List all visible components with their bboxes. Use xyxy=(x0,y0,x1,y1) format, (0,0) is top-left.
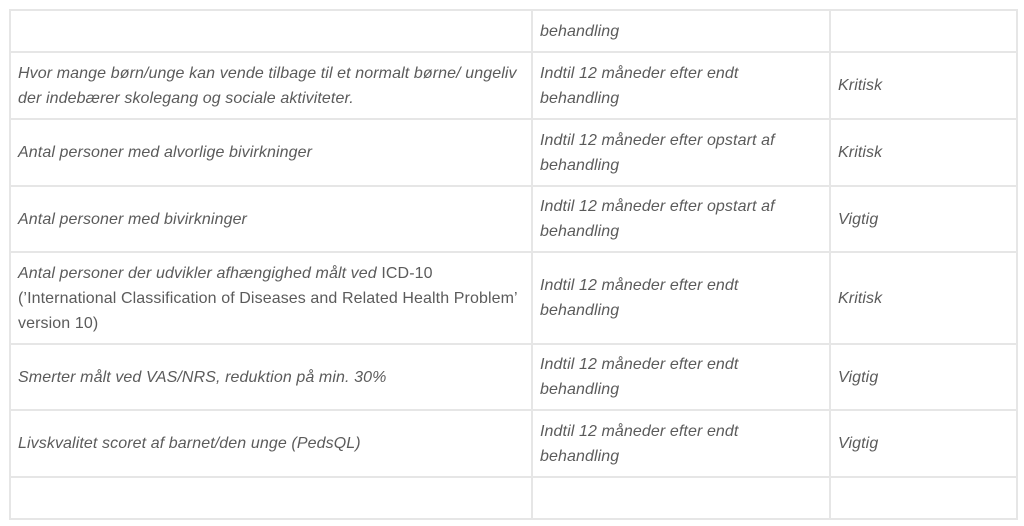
outcome-cell: Smerter målt ved VAS/NRS, reduktion på min. 30% xyxy=(10,344,532,410)
table-row xyxy=(10,344,1017,410)
outcome-cell xyxy=(10,10,532,52)
timepoint-cell: Indtil 12 måneder efter opstart af behandling xyxy=(532,186,830,252)
timepoint-cell: Indtil 12 måneder efter endt behandling xyxy=(532,344,830,410)
importance-cell: Kritisk xyxy=(830,252,1017,344)
outcome-cell: Antal personer med alvorlige bivirkninger xyxy=(10,119,532,186)
table-row xyxy=(10,410,1017,477)
outcome-cell xyxy=(10,477,532,519)
table-row xyxy=(10,119,1017,186)
timepoint-cell: behandling xyxy=(532,10,830,52)
timepoint-cell: Indtil 12 måneder efter endt behandling xyxy=(532,410,830,477)
table-row xyxy=(10,10,1017,52)
outcome-text-italic: Antal personer der udvikler afhængighed målt ved xyxy=(18,264,382,282)
table-row xyxy=(10,477,1017,519)
importance-cell: Kritisk xyxy=(830,52,1017,119)
timepoint-cell: Indtil 12 måneder efter endt behandling xyxy=(532,252,830,344)
timepoint-cell: Indtil 12 måneder efter endt behandling xyxy=(532,52,830,119)
outcome-cell: Hvor mange børn/unge kan vende tilbage til et normalt børne/ ungeliv der indebærer skolegang og sociale aktiviteter. xyxy=(10,52,532,119)
timepoint-cell: Indtil 12 måneder efter opstart af behandling xyxy=(532,119,830,186)
outcome-text-upright: ICD-10 (’International Classification of Diseases and Related Health Problem’ version 10) xyxy=(18,264,518,332)
outcomes-table-container xyxy=(9,9,1018,520)
importance-cell: Vigtig xyxy=(830,344,1017,410)
outcome-cell: Antal personer med bivirkninger xyxy=(10,186,532,252)
outcome-cell xyxy=(10,252,532,344)
table-row xyxy=(10,52,1017,119)
importance-cell xyxy=(830,477,1017,519)
importance-cell: Kritisk xyxy=(830,119,1017,186)
importance-cell: Vigtig xyxy=(830,410,1017,477)
outcome-cell: Livskvalitet scoret af barnet/den unge (PedsQL) xyxy=(10,410,532,477)
table-row xyxy=(10,186,1017,252)
importance-cell xyxy=(830,10,1017,52)
timepoint-cell xyxy=(532,477,830,519)
table-row xyxy=(10,252,1017,344)
outcomes-table xyxy=(9,9,1018,520)
importance-cell: Vigtig xyxy=(830,186,1017,252)
